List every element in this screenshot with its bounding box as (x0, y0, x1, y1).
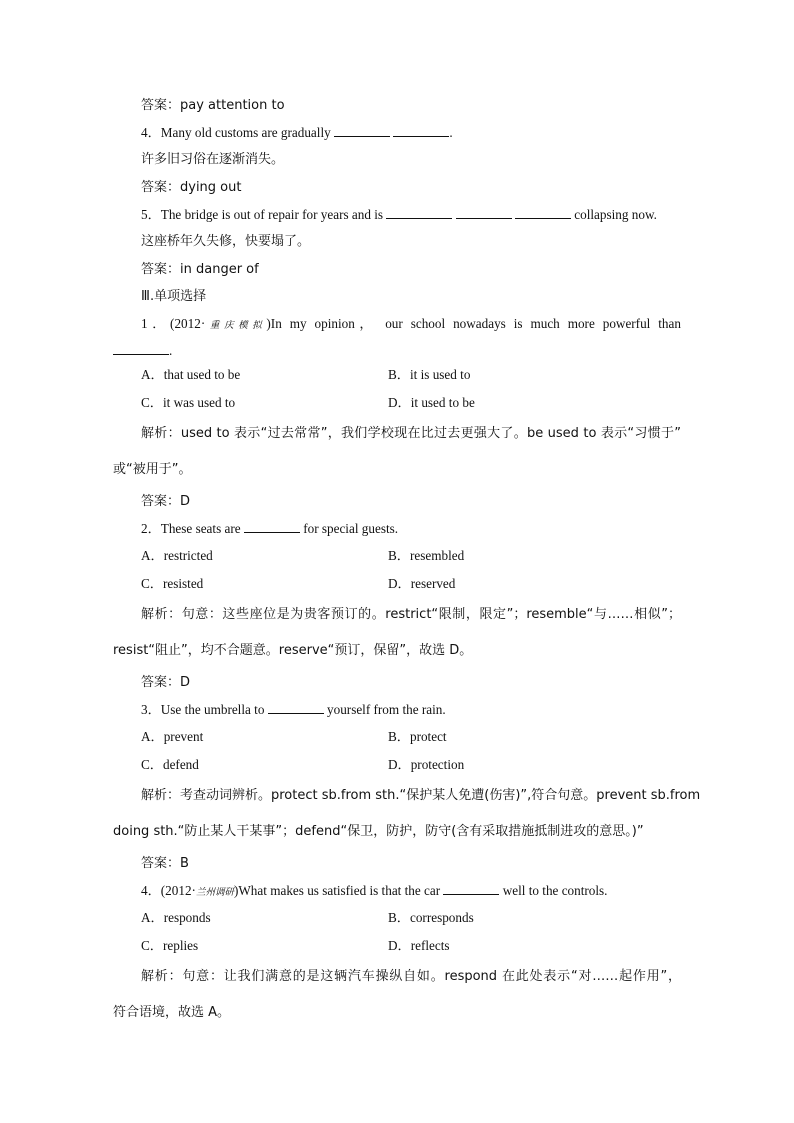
mc4-option-d: D．reflects (388, 938, 450, 953)
q5-answer: 答案：in danger of (141, 262, 259, 277)
mc2-option-d: D．reserved (388, 576, 456, 591)
blank (386, 207, 452, 219)
mc2-analysis-cont: resist“阻止”，均不合题意。reserve“预订，保留”，故选 D。 (113, 643, 473, 658)
mc1-option-a: A．that used to be (141, 367, 241, 382)
mc3-analysis: 解析：考查动词辨析。protect sb.from sth.“保护某人免遭(伤害)”,符合句意。prevent sb.from (141, 788, 701, 803)
blank (443, 883, 499, 895)
mc2-option-a: A．restricted (141, 548, 213, 563)
blank (268, 702, 324, 714)
mc1-option-b: B．it is used to (388, 367, 471, 382)
mc4-option-a: A．responds (141, 910, 211, 925)
mc4-analysis-cont: 符合语境，故选 A。 (113, 1005, 231, 1020)
mc3-option-b: B．protect (388, 729, 447, 744)
source-note: 重庆模拟 (205, 320, 267, 331)
mc4-option-c: C．replies (141, 938, 199, 953)
mc3-analysis-cont: doing sth.“防止某人干某事”；defend“保卫，防护，防守(含有采取措施抵制进攻的意思。)” (113, 824, 644, 839)
q4-sentence: 4．Many old customs are gradually . (141, 125, 453, 140)
q4-translation: 许多旧习俗在逐渐消失。 (141, 152, 285, 167)
mc3-option-c: C．defend (141, 757, 199, 772)
q4-answer: 答案：dying out (141, 180, 242, 195)
mc4-option-b: B．corresponds (388, 910, 474, 925)
blank (113, 343, 169, 355)
mc1-question: 1．(2012·重庆模拟)In my opinion， our school nowadays is much more powerful than (141, 316, 681, 331)
blank (393, 125, 449, 137)
mc3-answer: 答案：B (141, 856, 189, 871)
mc1-question-cont: . (113, 342, 172, 360)
q5-translation: 这座桥年久失修，快要塌了。 (141, 234, 311, 249)
mc3-option-a: A．prevent (141, 729, 204, 744)
mc2-option-b: B．resembled (388, 548, 465, 563)
mc1-option-d: D．it used to be (388, 395, 475, 410)
mc3-question: 3．Use the umbrella to yourself from the rain. (141, 702, 446, 717)
blank (515, 207, 571, 219)
mc3-option-d: D．protection (388, 757, 465, 772)
mc4-analysis: 解析：句意：让我们满意的是这辆汽车操纵自如。respond 在此处表示“对……起作用”， (141, 969, 681, 984)
mc2-question: 2．These seats are for special guests. (141, 521, 399, 536)
blank (244, 521, 300, 533)
mc4-question: 4．(2012·兰州调研)What makes us satisfied is that the car well to the controls. (141, 883, 608, 898)
mc2-option-c: C．resisted (141, 576, 204, 591)
mc1-analysis-cont: 或“被用于”。 (113, 462, 192, 477)
mc2-answer: 答案：D (141, 675, 191, 690)
mc2-analysis: 解析：句意：这些座位是为贵客预订的。restrict“限制，限定”；resemble“与……相似”； (141, 607, 681, 622)
blank (334, 125, 390, 137)
mc1-answer: 答案：D (141, 494, 191, 509)
q3-answer: 答案：pay attention to (141, 98, 285, 113)
blank (456, 207, 512, 219)
mc1-option-c: C．it was used to (141, 395, 236, 410)
mc1-analysis: 解析：used to 表示“过去常常”，我们学校现在比过去更强大了。be used to 表示“习惯于” (141, 426, 681, 441)
source-note: 兰州调研 (195, 887, 234, 898)
q5-sentence: 5．The bridge is out of repair for years and is collapsing now. (141, 207, 657, 222)
section-title: Ⅲ.单项选择 (141, 289, 207, 304)
